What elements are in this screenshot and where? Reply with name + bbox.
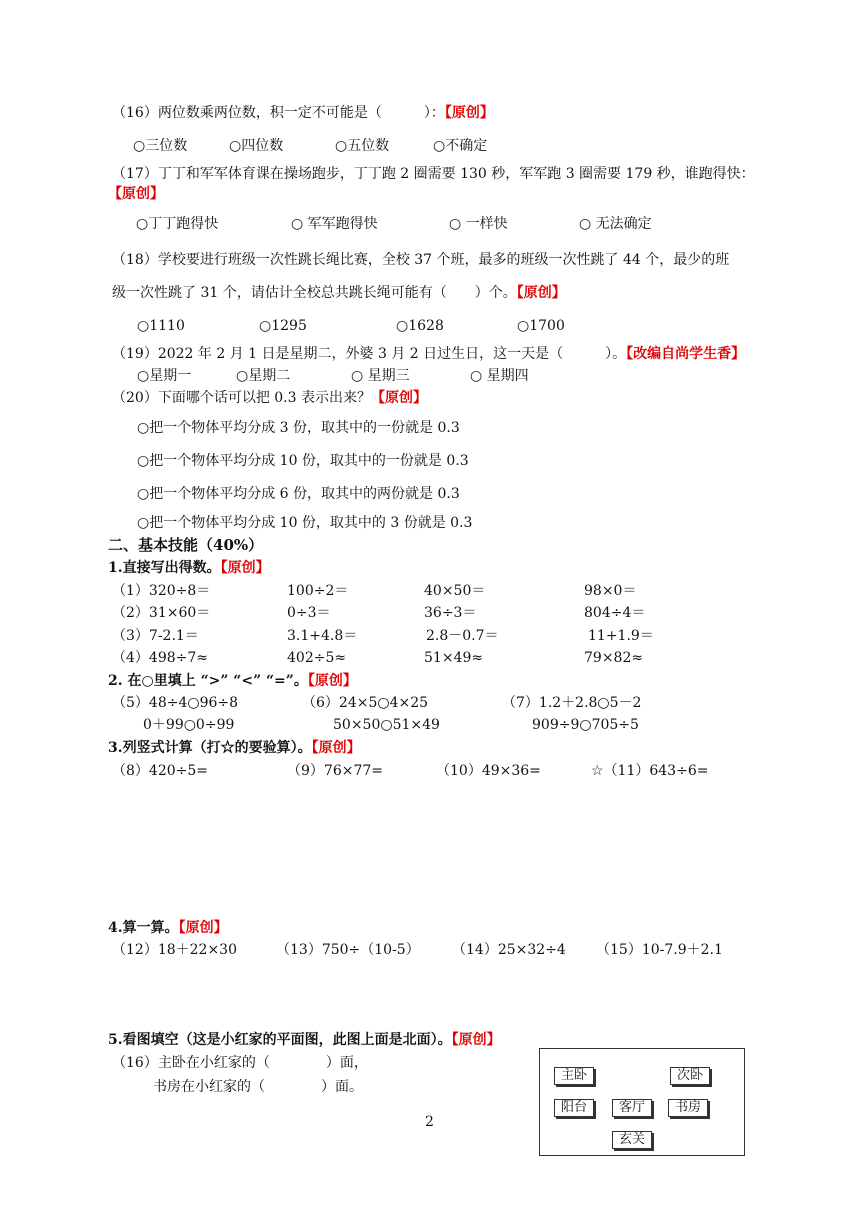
section-title: 二、基本技能（40%） [108, 536, 264, 554]
tag-original: 【原创】 [178, 920, 228, 936]
question-16 [112, 104, 494, 122]
calc-item: （1）320÷8＝ [112, 583, 211, 599]
calc-item: 98×0＝ [584, 583, 637, 599]
page-number: 2 [425, 1114, 434, 1130]
calc-item: （14）25×32÷4 [452, 942, 566, 958]
calc-item: （3）7-2.1＝ [112, 628, 199, 644]
tag-original: 【原创】 [108, 186, 164, 202]
subsection-text: 2. 在○里填上 “>” “<” “=”。 [108, 673, 308, 689]
subsection-text: 3.列竖式计算（打☆的要验算）。 [108, 740, 312, 756]
calc-item: 11+1.9＝ [588, 628, 654, 644]
question-16-line1: （16）主卧在小红家的（ ）面， [112, 1055, 368, 1071]
option-a[interactable]: ○1110 [137, 318, 185, 334]
option-b[interactable]: ○星期二 [236, 368, 291, 384]
room-living-room: 客厅 [612, 1099, 652, 1117]
compare-item: （6）24×5○4×25 [302, 695, 429, 711]
calc-item: （13）750÷（10-5） [276, 942, 420, 958]
calc-item: 51×49≈ [424, 650, 484, 666]
option-a[interactable]: ○把一个物体平均分成 3 份，取其中的一份就是 0.3 [137, 420, 460, 436]
question-20 [112, 389, 427, 407]
option-d[interactable]: ○ 无法确定 [579, 216, 652, 232]
tag-original: 【原创】 [451, 1032, 501, 1048]
question-text: 级一次性跳了 31 个，请估计全校总共跳长绳可能有（ ）个。 [112, 285, 517, 301]
tag-original: 【原创】 [444, 105, 494, 121]
option-d[interactable]: ○ 星期四 [470, 368, 529, 384]
vertical-calc-item: （8）420÷5= [112, 763, 208, 779]
option-b[interactable]: ○四位数 [229, 138, 284, 154]
calc-item: 804÷4＝ [584, 605, 646, 621]
tag-original: 【原创】 [516, 285, 566, 301]
subsection-text: 4.算一算。 [108, 920, 179, 936]
tag-adapted: 【改编自尚学生香】 [626, 346, 746, 362]
vertical-calc-item: （9）76×77= [287, 763, 383, 779]
option-c[interactable]: ○ 一样快 [449, 216, 508, 232]
calc-item: 79×82≈ [584, 650, 644, 666]
room-master-bedroom: 主卧 [554, 1067, 594, 1085]
option-b[interactable]: ○ 军军跑得快 [291, 216, 378, 232]
question-16-line2: 书房在小红家的（ ）面。 [153, 1079, 363, 1095]
room-entrance: 玄关 [612, 1131, 652, 1149]
calc-item: 402÷5≈ [287, 650, 347, 666]
option-c[interactable]: ○1628 [396, 318, 444, 334]
option-c[interactable]: ○五位数 [335, 138, 390, 154]
calc-item: （4）498÷7≈ [112, 650, 208, 666]
subsection-4-title [108, 919, 228, 937]
question-18-line1: （18）学校要进行班级一次性跳长绳比赛，全校 37 个班，最多的班级一次性跳了 44 个，最少的班 [112, 252, 730, 268]
calc-item: 3.1+4.8＝ [287, 628, 358, 644]
floor-plan [539, 1048, 745, 1156]
calc-item: 2.8－0.7＝ [426, 628, 499, 644]
compare-item: 0＋99○0÷99 [143, 717, 235, 733]
question-text: （16）两位数乘两位数，积一定不可能是（ ）： [112, 105, 445, 121]
option-b[interactable]: ○1295 [259, 318, 307, 334]
tag-original: 【原创】 [307, 673, 357, 689]
option-c[interactable]: ○把一个物体平均分成 6 份，取其中的两份就是 0.3 [137, 486, 460, 502]
subsection-text: 5.看图填空（这是小红家的平面图，此图上面是北面）。 [108, 1032, 452, 1048]
vertical-calc-item: ☆（11）643÷6= [591, 763, 709, 779]
compare-item: （7）1.2＋2.8○5－2 [502, 695, 642, 711]
compare-item: 50×50○51×49 [333, 717, 440, 733]
question-18-line2 [112, 284, 566, 302]
question-text: （20）下面哪个话可以把 0.3 表示出来？ [112, 390, 371, 406]
calc-item: （2）31×60＝ [112, 605, 211, 621]
question-17: （17）丁丁和军军体育课在操场跑步，丁丁跑 2 圈需要 130 秒，军军跑 3 圈需要 179 秒，谁跑得快： [112, 166, 755, 182]
option-a[interactable]: ○丁丁跑得快 [136, 216, 219, 232]
tag-original: 【原创】 [220, 560, 270, 576]
room-study: 书房 [668, 1099, 708, 1117]
calc-item: 0÷3＝ [287, 605, 331, 621]
subsection-3-title [108, 739, 361, 757]
calc-item: 36÷3＝ [424, 605, 477, 621]
option-c[interactable]: ○ 星期三 [351, 368, 410, 384]
room-second-bedroom: 次卧 [670, 1067, 710, 1085]
option-a[interactable]: ○星期一 [137, 368, 192, 384]
question-19 [112, 345, 745, 363]
option-a[interactable]: ○三位数 [133, 138, 188, 154]
calc-item: （12）18＋22×30 [112, 942, 237, 958]
option-d[interactable]: ○把一个物体平均分成 10 份，取其中的 3 份就是 0.3 [137, 515, 473, 531]
option-b[interactable]: ○把一个物体平均分成 10 份，取其中的一份就是 0.3 [137, 453, 469, 469]
compare-item: 909÷9○705÷5 [532, 717, 639, 733]
room-balcony: 阳台 [554, 1099, 594, 1117]
subsection-2-title [108, 672, 357, 690]
calc-item: （15）10-7.9＋2.1 [596, 942, 723, 958]
subsection-5-title [108, 1031, 501, 1049]
vertical-calc-item: （10）49×36= [436, 763, 541, 779]
compare-item: （5）48÷4○96÷8 [112, 695, 239, 711]
calc-item: 40×50＝ [424, 583, 486, 599]
subsection-text: 1.直接写出得数。 [108, 560, 221, 576]
tag-original: 【原创】 [370, 390, 427, 406]
tag-original: 【原创】 [311, 740, 361, 756]
question-text: （19）2022 年 2 月 1 日是星期二，外婆 3 月 2 日过生日，这一天是（ ）。 [112, 346, 627, 362]
calc-item: 100÷2＝ [287, 583, 349, 599]
option-d[interactable]: ○不确定 [433, 138, 488, 154]
option-d[interactable]: ○1700 [517, 318, 565, 334]
subsection-1-title [108, 559, 270, 577]
